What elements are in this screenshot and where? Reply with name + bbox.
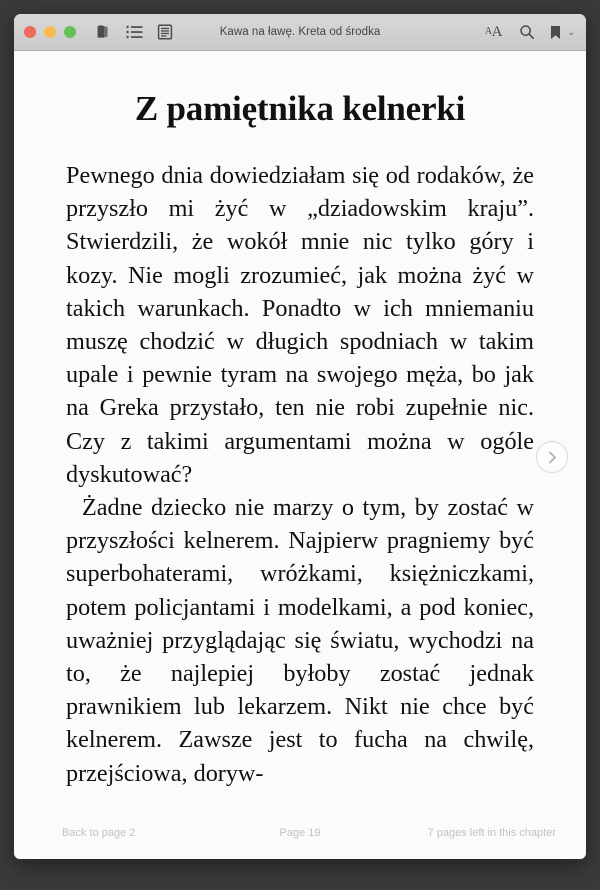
traffic-lights [14, 26, 76, 38]
toolbar-right-icon-group [481, 22, 586, 42]
font-size-icon[interactable] [481, 22, 505, 42]
page-view-icon[interactable] [155, 22, 175, 42]
pages-left-label: 7 pages left in this chapter [427, 827, 556, 839]
next-page-button[interactable] [536, 441, 568, 473]
bookmark-icon[interactable] [549, 22, 561, 42]
paragraph: Pewnego dnia dowiedziałam się od rodaków, że przyszło mi żyć w „dziadowskim kraju”. Stwierdzili, że wokół mnie nic tylko góry i kozy. Nie mogli zrozumieć, jak można żyć w takich warunkach. Ponadto w ich mniemaniu muszę chodzić w długich spodniach w takim upale i pewnie tyram na swojego męża, bo jak na Greka przystało, ten nie robi zupełnie nic. Czy z takimi argumentami można w ogóle dyskutować? [66, 162, 534, 488]
window-title: Kawa na ławę. Kreta od środka [219, 26, 381, 38]
search-icon[interactable] [517, 22, 537, 42]
book-page [14, 51, 586, 819]
library-icon[interactable] [93, 22, 113, 42]
back-to-page-link[interactable]: Back to page 2 [62, 827, 136, 839]
font-size-small-a: A [484, 26, 492, 37]
reader-footer [14, 819, 586, 859]
font-size-big-a: A [491, 23, 502, 40]
page-number-label: Page 19 [279, 827, 321, 839]
maximize-window-button[interactable] [64, 26, 76, 38]
ebook-reader-window [14, 14, 586, 859]
close-window-button[interactable] [24, 26, 36, 38]
window-toolbar [14, 14, 586, 51]
chapter-title: Z pamiętnika kelnerki [134, 89, 466, 128]
toolbar-left-icon-group [93, 22, 175, 42]
book-text-column [66, 69, 534, 790]
chevron-down-icon[interactable]: ⌄ [567, 26, 575, 37]
table-of-contents-icon[interactable] [124, 22, 144, 42]
minimize-window-button[interactable] [44, 26, 56, 38]
chevron-right-icon [548, 451, 557, 464]
paragraph: Żadne dziecko nie marzy o tym, by zostać w przyszłości kelnerem. Najpierw pragniemy być superbohaterami, wróżkami, księżniczkami, potem policjantami i modelkami, a pod koniec, uważniej przyglądając się światu, wychodzi na to, że najlepiej byłoby zostać jednak prawnikiem lub lekarzem. Nikt nie chce być kelnerem. Zawsze jest to fucha na chwilę, przejściowa, doryw- [66, 494, 534, 787]
